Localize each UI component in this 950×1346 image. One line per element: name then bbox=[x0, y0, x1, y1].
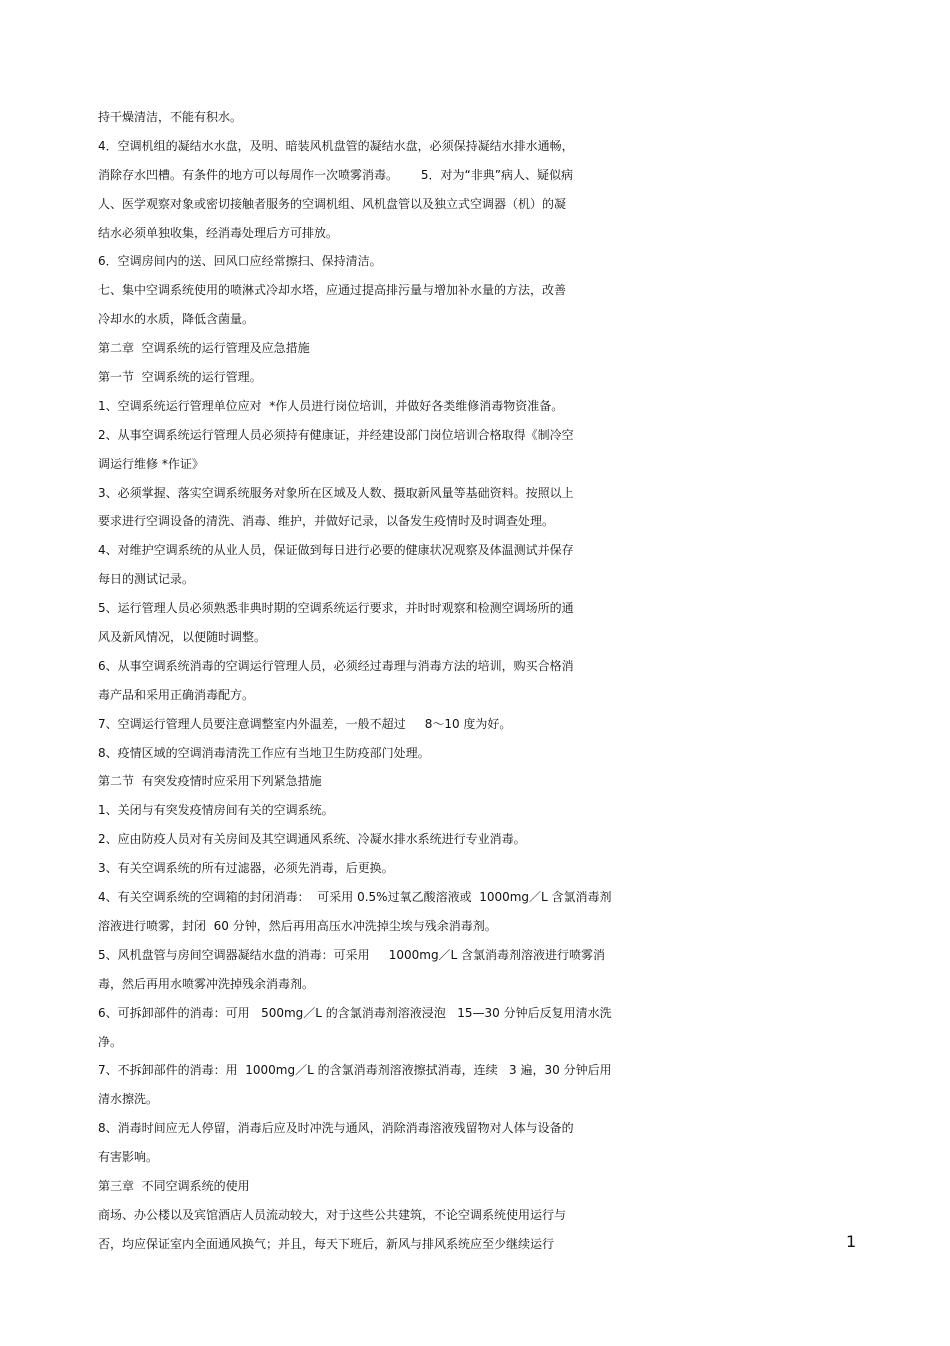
text-line: 第二章 空调系统的运行管理及应急措施 bbox=[98, 341, 310, 356]
text-line: 冷却水的水质，降低含菌量。 bbox=[98, 312, 255, 327]
text-line: 6、从事空调系统消毒的空调运行管理人员，必须经过毒理与消毒方法的培训，购买合格消 bbox=[98, 658, 574, 673]
text-line: 6．空调房间内的送、回风口应经常擦扫、保持清洁。 bbox=[98, 254, 382, 269]
text-line: 2、应由防疫人员对有关房间及其空调通风系统、冷凝水排水系统进行专业消毒。 bbox=[98, 832, 526, 847]
text-line: 8、疫情区域的空调消毒清洗工作应有当地卫生防疫部门处理。 bbox=[98, 745, 430, 760]
text-line: 有害影响。 bbox=[98, 1150, 159, 1165]
text-line: 调运行维修 *作证》 bbox=[98, 456, 204, 471]
text-line: 3、有关空调系统的所有过滤器，必须先消毒，后更换。 bbox=[98, 861, 394, 876]
text-line: 7、空调运行管理人员要注意调整室内外温差，一般不超过 8～10 度为好。 bbox=[98, 716, 512, 731]
text-line: 3、必须掌握、落实空调系统服务对象所在区域及人数、摄取新风量等基础资料。按照以上 bbox=[98, 485, 574, 500]
text-line: 6、可拆卸部件的消毒：可用 500mg／L 的含氯消毒剂溶液浸泡 15—30 分钟后反复用清水洗 bbox=[98, 1005, 612, 1020]
page-number: 1 bbox=[846, 1232, 857, 1251]
text-line: 2、从事空调系统运行管理人员必须持有健康证，并经建设部门岗位培训合格取得《制冷空 bbox=[98, 427, 574, 442]
text-line: 毒，然后再用水喷雾冲洗掉残余消毒剂。 bbox=[98, 976, 315, 991]
text-line: 净。 bbox=[98, 1034, 123, 1049]
text-line: 8、消毒时间应无人停留，消毒后应及时冲洗与通风，消除消毒溶液残留物对人体与设备的 bbox=[98, 1121, 574, 1136]
text-line: 清水擦洗。 bbox=[98, 1092, 159, 1107]
text-line: 第三章 不同空调系统的使用 bbox=[98, 1178, 250, 1193]
text-line: 4、有关空调系统的空调箱的封闭消毒： 可采用 0.5%过氧乙酸溶液或 1000mg／L 含氯消毒剂 bbox=[98, 890, 612, 905]
text-line: 商场、办公楼以及宾馆酒店人员流动较大，对于这些公共建筑，不论空调系统使用运行与 bbox=[98, 1207, 567, 1222]
text-line: 7、不拆卸部件的消毒：用 1000mg／L 的含氯消毒剂溶液擦拭消毒，连续 3 遍，30 分钟后用 bbox=[98, 1063, 612, 1078]
text-line: 要求进行空调设备的清洗、消毒、维护，并做好记录，以备发生疫情时及时调查处理。 bbox=[98, 514, 555, 529]
text-line: 5、风机盘管与房间空调器凝结水盘的消毒：可采用 1000mg／L 含氯消毒剂溶液进行喷雾消 bbox=[98, 947, 606, 962]
text-line: 1、关闭与有突发疫情房间有关的空调系统。 bbox=[98, 803, 334, 818]
text-line: 每日的测试记录。 bbox=[98, 572, 195, 587]
text-line: 4、对维护空调系统的从业人员，保证做到每日进行必要的健康状况观察及体温测试并保存 bbox=[98, 543, 574, 558]
text-line: 第一节 空调系统的运行管理。 bbox=[98, 370, 262, 385]
text-line: 消除存水凹槽。有条件的地方可以每周作一次喷雾消毒。 5．对为“非典”病人、疑似病 bbox=[98, 167, 573, 182]
text-line: 持干燥清洁，不能有积水。 bbox=[98, 110, 243, 124]
text-line: 人、医学观察对象或密切接触者服务的空调机组、风机盘管以及独立式空调器（机）的凝 bbox=[98, 196, 567, 211]
text-line: 溶液进行喷雾，封闭 60 分钟，然后再用高压水冲洗掉尘埃与残余消毒剂。 bbox=[98, 918, 497, 933]
text-line: 结水必须单独收集，经消毒处理后方可排放。 bbox=[98, 225, 339, 240]
text-line: 1、空调系统运行管理单位应对 *作人员进行岗位培训，并做好各类维修消毒物资准备。 bbox=[98, 398, 564, 413]
text-line: 否，均应保证室内全面通风换气；并且，每天下班后，新风与排风系统应至少继续运行 bbox=[98, 1236, 555, 1251]
document-body bbox=[98, 103, 858, 1259]
text-line: 4．空调机组的凝结水水盘，及明、暗装风机盘管的凝结水盘，必须保持凝结水排水通畅， bbox=[98, 138, 574, 153]
text-line: 七、集中空调系统使用的喷淋式冷却水塔，应通过提高排污量与增加补水量的方法，改善 bbox=[98, 283, 567, 298]
text-line: 风及新风情况，以便随时调整。 bbox=[98, 630, 267, 645]
text-line: 毒产品和采用正确消毒配方。 bbox=[98, 687, 255, 702]
text-line: 第二节 有突发疫情时应采用下列紧急措施 bbox=[98, 774, 322, 789]
text-line: 5、运行管理人员必须熟悉非典时期的空调系统运行要求，并时时观察和检测空调场所的通 bbox=[98, 601, 574, 616]
